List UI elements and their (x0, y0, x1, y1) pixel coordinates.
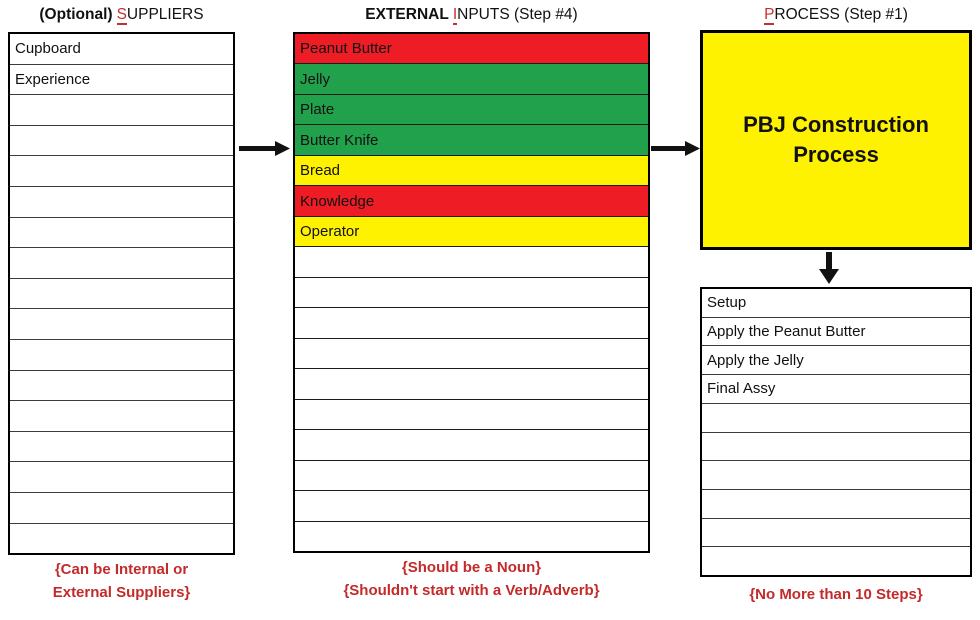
process-header (700, 6, 972, 25)
inputs-header-rest: NPUTS (Step #4) (457, 6, 578, 23)
inputs-caption-line2: {Shouldn't start with a Verb/Adverb} (343, 582, 600, 600)
supplier-row[interactable] (10, 279, 233, 310)
input-row[interactable] (295, 339, 648, 369)
suppliers-header (8, 6, 235, 25)
right-arrow-icon (650, 140, 700, 157)
inputs-header-initial: I (453, 7, 457, 25)
supplier-row[interactable] (10, 340, 233, 371)
suppliers-table (8, 32, 235, 555)
supplier-row[interactable] (10, 371, 233, 402)
process-step-row[interactable]: Setup (702, 289, 970, 318)
supplier-row[interactable] (10, 432, 233, 463)
process-box (700, 30, 972, 250)
process-box-title-line1: PBJ Construction (743, 112, 929, 138)
right-arrow-icon (238, 140, 290, 157)
inputs-header (293, 6, 650, 25)
supplier-row[interactable] (10, 493, 233, 524)
input-row[interactable] (295, 278, 648, 308)
input-row[interactable] (295, 308, 648, 338)
inputs-caption-line1: {Should be a Noun} (401, 559, 542, 576)
supplier-row[interactable] (10, 248, 233, 279)
inputs-header-bold: EXTERNAL (365, 6, 449, 23)
suppliers-header-bold: (Optional) (39, 6, 113, 23)
arrow-suppliers-to-inputs (238, 140, 290, 157)
supplier-row[interactable] (10, 401, 233, 432)
supplier-row[interactable] (10, 524, 233, 554)
supplier-row[interactable] (10, 309, 233, 340)
input-row[interactable] (295, 369, 648, 399)
process-step-row[interactable] (702, 490, 970, 519)
supplier-row[interactable] (10, 187, 233, 218)
input-row[interactable] (295, 400, 648, 430)
input-row[interactable]: Jelly (295, 64, 648, 94)
input-row[interactable]: Knowledge (295, 186, 648, 216)
process-box-title-line2: Process (793, 142, 879, 167)
supplier-row[interactable] (10, 462, 233, 493)
process-caption-line: {No More than 10 Steps} (749, 586, 923, 603)
process-caption (690, 583, 980, 606)
down-arrow-icon (817, 252, 841, 284)
process-step-row[interactable] (702, 433, 970, 462)
suppliers-header-initial: S (117, 7, 127, 25)
process-step-row[interactable] (702, 519, 970, 548)
suppliers-caption-line2: External Suppliers} (52, 584, 191, 602)
process-header-rest: ROCESS (Step #1) (774, 6, 908, 23)
input-row[interactable] (295, 247, 648, 277)
supplier-row[interactable] (10, 218, 233, 249)
input-row[interactable]: Bread (295, 156, 648, 186)
inputs-table (293, 32, 650, 553)
process-step-row[interactable] (702, 461, 970, 490)
supplier-row[interactable]: Experience (10, 65, 233, 96)
input-row[interactable] (295, 430, 648, 460)
suppliers-caption (8, 558, 235, 605)
inputs-caption (273, 556, 670, 603)
process-step-row[interactable] (702, 404, 970, 433)
suppliers-caption-line1: {Can be Internal or (54, 561, 189, 578)
supplier-row[interactable] (10, 156, 233, 187)
input-row[interactable]: Operator (295, 217, 648, 247)
process-step-row[interactable]: Apply the Peanut Butter (702, 318, 970, 347)
arrow-box-to-steps (817, 252, 841, 284)
process-step-row[interactable]: Final Assy (702, 375, 970, 404)
supplier-row[interactable] (10, 126, 233, 157)
suppliers-header-rest: UPPLIERS (126, 6, 204, 23)
process-header-initial: P (764, 7, 774, 25)
input-row[interactable] (295, 461, 648, 491)
supplier-row[interactable] (10, 95, 233, 126)
supplier-row[interactable]: Cupboard (10, 34, 233, 65)
input-row[interactable] (295, 491, 648, 521)
input-row[interactable]: Peanut Butter (295, 34, 648, 64)
input-row[interactable]: Plate (295, 95, 648, 125)
input-row[interactable]: Butter Knife (295, 125, 648, 155)
input-row[interactable] (295, 522, 648, 551)
arrow-inputs-to-process (650, 140, 700, 157)
process-step-row[interactable] (702, 547, 970, 575)
process-step-row[interactable]: Apply the Jelly (702, 346, 970, 375)
process-steps-table (700, 287, 972, 577)
